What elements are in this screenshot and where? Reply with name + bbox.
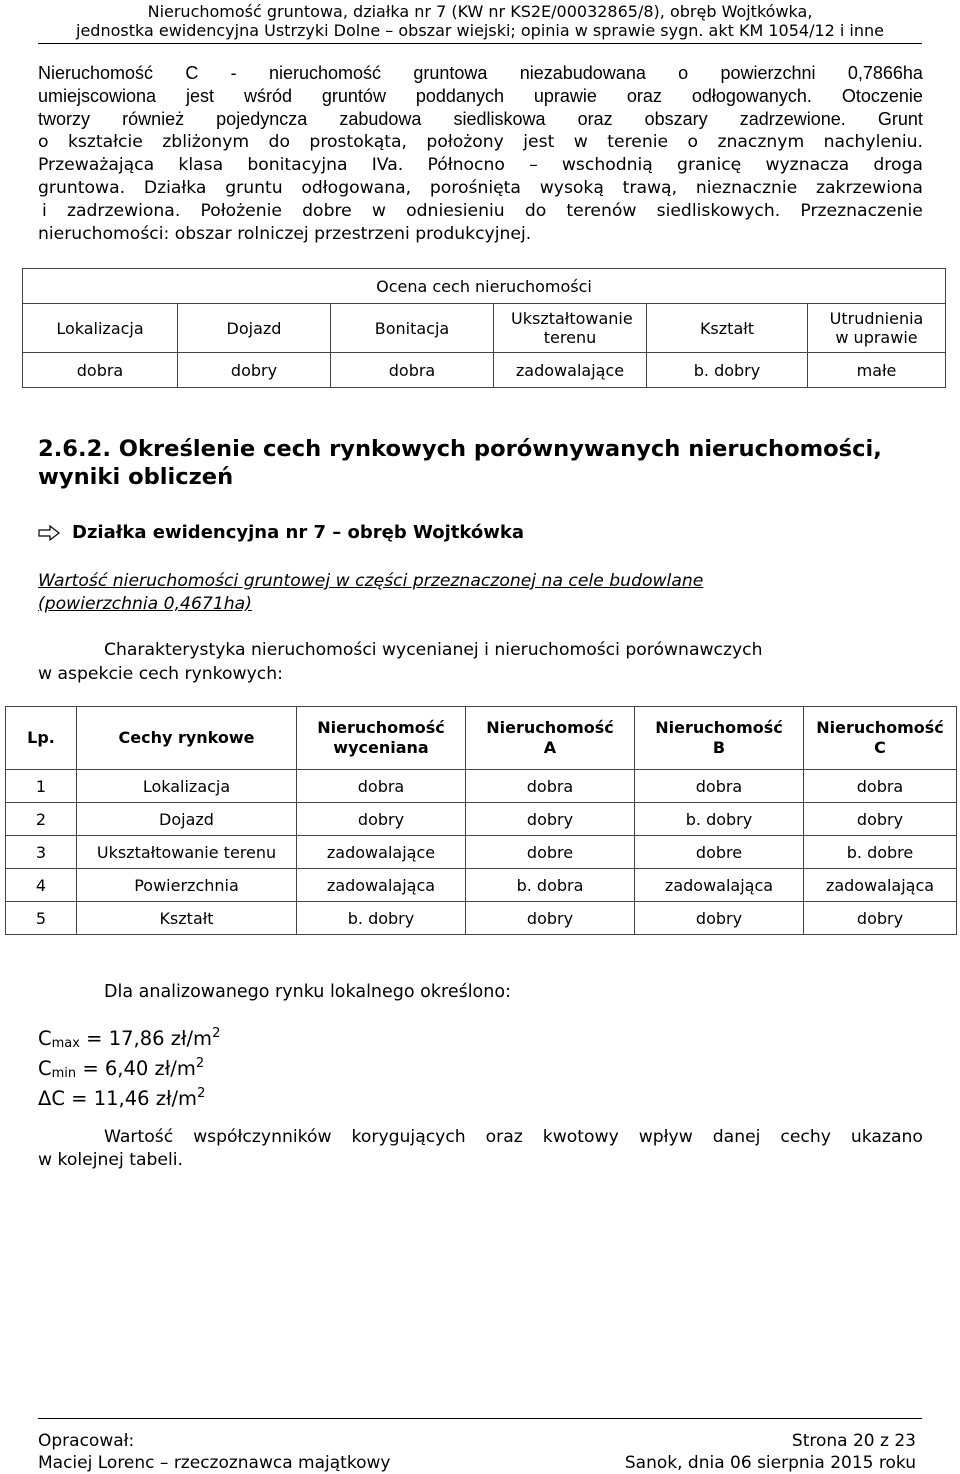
table-cell: b. dobra [466,869,635,902]
word: 0,7866ha [847,63,923,83]
table-cell: 1 [6,770,77,803]
intro-line-8: nieruchomości: obszar rolniczej przestrzeni produkcyjnej. [38,224,532,244]
table-cell: b. dobry [647,353,808,388]
word: nachyleniu. [823,132,923,152]
footer-divider [38,1418,922,1419]
table-cell: dobry [804,902,957,935]
word: oraz [577,109,613,129]
table-cell: Dojazd [77,803,297,836]
word: siedliskowych. [656,201,781,221]
word: gruntu [225,178,283,198]
intro-line-6 [38,177,923,200]
word: wschodnią [561,155,653,175]
cmin-line: $C_{min} = 6,40$ $zł/m^2$ [38,1056,205,1081]
intro-line-7 [38,200,923,223]
word: gruntowa. [38,178,126,198]
word: trawą, [622,178,678,198]
table-cell: małe [808,353,946,388]
col-header: Cechy rynkowe [77,707,297,770]
col-header: Dojazd [178,304,331,353]
word: zbliżonym [162,132,250,152]
table-caption: Ocena cech nieruchomości [23,269,946,304]
table-row [6,770,957,803]
word: IVa. [371,155,404,175]
table-cell: dobry [466,803,635,836]
table-cell: zadowalające [297,836,466,869]
footer-page-number: Strona 20 z 23 [791,1431,916,1451]
delta-c-line: ΔC = 11,46 $zł/m^2$ [38,1086,206,1110]
word: – [529,155,538,175]
table-cell: dobre [635,836,804,869]
table-cell: 5 [6,902,77,935]
table-cell: 4 [6,869,77,902]
word: o [38,132,49,152]
closing-line-2: w kolejnej tabeli. [38,1150,183,1170]
table-cell: 2 [6,803,77,836]
col-header: Lp. [6,707,77,770]
table-cell: dobry [297,803,466,836]
col-header: Bonitacja [331,304,494,353]
word: Wartość [104,1127,174,1147]
table-cell: zadowalające [494,353,647,388]
word: zakrzewiona [815,178,923,198]
value-heading: Wartość nieruchomości gruntowej w części przeznaczonej na cele budowlane (powierzchnia 0,4671ha) [38,571,704,614]
word: terenów [566,201,637,221]
market-intro: Dla analizowanego rynku lokalnego określono: [104,982,511,1002]
word: siedliskowa [453,109,546,129]
table-cell: Kształt [77,902,297,935]
word: Działka [143,178,207,198]
table-row [6,869,957,902]
word: jest [186,86,215,106]
word: klasa [178,155,224,175]
word: umiejscowiona [38,86,157,106]
intro-paragraph [38,62,923,246]
header-line-2: jednostka ewidencyjna Ustrzyki Dolne – obszar wiejski; opinia w sprawie sygn. akt KM 1054/12 i inne [76,21,884,40]
word: zadrzewione. [739,109,846,129]
market-features-table [5,706,957,935]
word: Przeważająca [38,155,155,175]
header-line-1: Nieruchomość gruntowa, działka nr 7 (KW nr KS2E/00032865/8), obręb Wojtkówka, [147,2,813,21]
word: do [268,132,290,152]
word: gruntowa [413,63,488,83]
word: w [371,201,386,221]
table-cell: dobry [804,803,957,836]
col-header: Utrudnienia w uprawie [808,304,946,353]
word: pojedyncza [216,109,308,129]
word: i [42,201,47,221]
word: niezabudowana [519,63,646,83]
col-header: Nieruchomość A [466,707,635,770]
table-cell: dobra [331,353,494,388]
table-cell: dobra [635,770,804,803]
table-row [6,902,957,935]
word: zabudowa [339,109,422,129]
table-row [23,353,946,388]
word: nieruchomość [268,63,382,83]
word: Przeznaczenie [800,201,923,221]
table-cell: zadowalająca [635,869,804,902]
word: wyznacza [765,155,850,175]
table-cell: Ukształtowanie terenu [77,836,297,869]
table-cell: zadowalająca [297,869,466,902]
word: - [230,63,237,83]
word: poddanych [415,86,504,106]
closing-paragraph [38,1126,923,1172]
word: oraz [485,1127,523,1147]
word: nieznacznie [695,178,798,198]
word: zadrzewiona. [66,201,181,221]
footer-prepared-label: Opracował: [38,1431,135,1451]
table-cell: Lokalizacja [77,770,297,803]
table-cell: dobra [297,770,466,803]
intro-line-2 [38,85,923,108]
word: uprawie [533,86,597,106]
word: dobre [302,201,352,221]
table-cell: b. dobry [297,902,466,935]
intro-line-5 [38,154,923,177]
col-header: Nieruchomość wyceniana [297,707,466,770]
intro-line-4 [38,131,923,154]
word: droga [873,155,923,175]
word: obszary [644,109,708,129]
word: wśród [243,86,292,106]
word: danej [712,1127,761,1147]
word: o [687,132,699,152]
word: kształcie [67,132,143,152]
parcel-subtitle: Działka ewidencyjna nr 7 – obręb Wojtkówka [38,522,524,543]
table-cell: dobra [804,770,957,803]
col-header: Nieruchomość B [635,707,804,770]
word: powierzchni [720,63,816,83]
word: C [185,63,199,83]
word: cechy [780,1127,831,1147]
word: odłogowanych. [691,86,812,106]
table-cell: dobry [466,902,635,935]
word: granicę [677,155,742,175]
table-cell: dobry [178,353,331,388]
word: o [678,63,689,83]
table-cell: b. dobry [635,803,804,836]
cmax-line: $C_{max} = 17,86$ $zł/m^2$ [38,1026,221,1051]
intro-line-1 [38,62,923,85]
table-cell: zadowalająca [804,869,957,902]
table-cell: dobry [635,902,804,935]
col-header: Lokalizacja [23,304,178,353]
word: kwotowy [542,1127,619,1147]
word: Północno [427,155,505,175]
word: porośnięta [429,178,521,198]
table-cell: 3 [6,836,77,869]
word: położony [426,132,504,152]
word: znacznym [717,132,805,152]
word: odniesieniu [406,201,505,221]
word: jest [523,132,555,152]
table-row [6,836,957,869]
characteristics-intro: Charakterystyka nieruchomości wycenianej i nieruchomości porównawczych w aspekcie cech rynkowych: [38,640,763,684]
table-cell: dobra [466,770,635,803]
footer-author: Maciej Lorenc – rzeczoznawca majątkowy [38,1453,391,1473]
header-divider [38,43,922,44]
word: tworzy [38,109,91,129]
table-cell: b. dobre [804,836,957,869]
word: Otoczenie [841,86,923,106]
col-header: Kształt [647,304,808,353]
word: Nieruchomość [38,63,154,83]
word: terenie [607,132,669,152]
section-title: 2.6.2. Określenie cech rynkowych porównywanych nieruchomości, wyniki obliczeń [38,436,882,490]
word: do [524,201,547,221]
word: gruntów [321,86,386,106]
word: odłogowana, [301,178,412,198]
table-cell: Powierzchnia [77,869,297,902]
col-header: Ukształtowanie terenu [494,304,647,353]
word: również [122,109,185,129]
footer-place-date: Sanok, dnia 06 sierpnia 2015 roku [624,1453,916,1473]
col-header: Nieruchomość C [804,707,957,770]
word: wysoką [539,178,604,198]
table-cell: dobre [466,836,635,869]
word: wpływ [638,1127,693,1147]
word: oraz [626,86,662,106]
word: korygujących [351,1127,466,1147]
word: w [573,132,588,152]
table-row [6,803,957,836]
word: Grunt [877,109,923,129]
intro-line-3 [38,108,923,131]
word: współczynników [193,1127,332,1147]
table-cell: dobra [23,353,178,388]
word: bonitacyjna [247,155,348,175]
property-features-table [22,268,946,388]
market-values [38,1025,220,1115]
word: ukazano [850,1127,923,1147]
arrow-right-icon [38,525,60,541]
closing-line-1 [38,1126,923,1149]
word: Położenie [200,201,282,221]
word: prostokąta, [309,132,407,152]
